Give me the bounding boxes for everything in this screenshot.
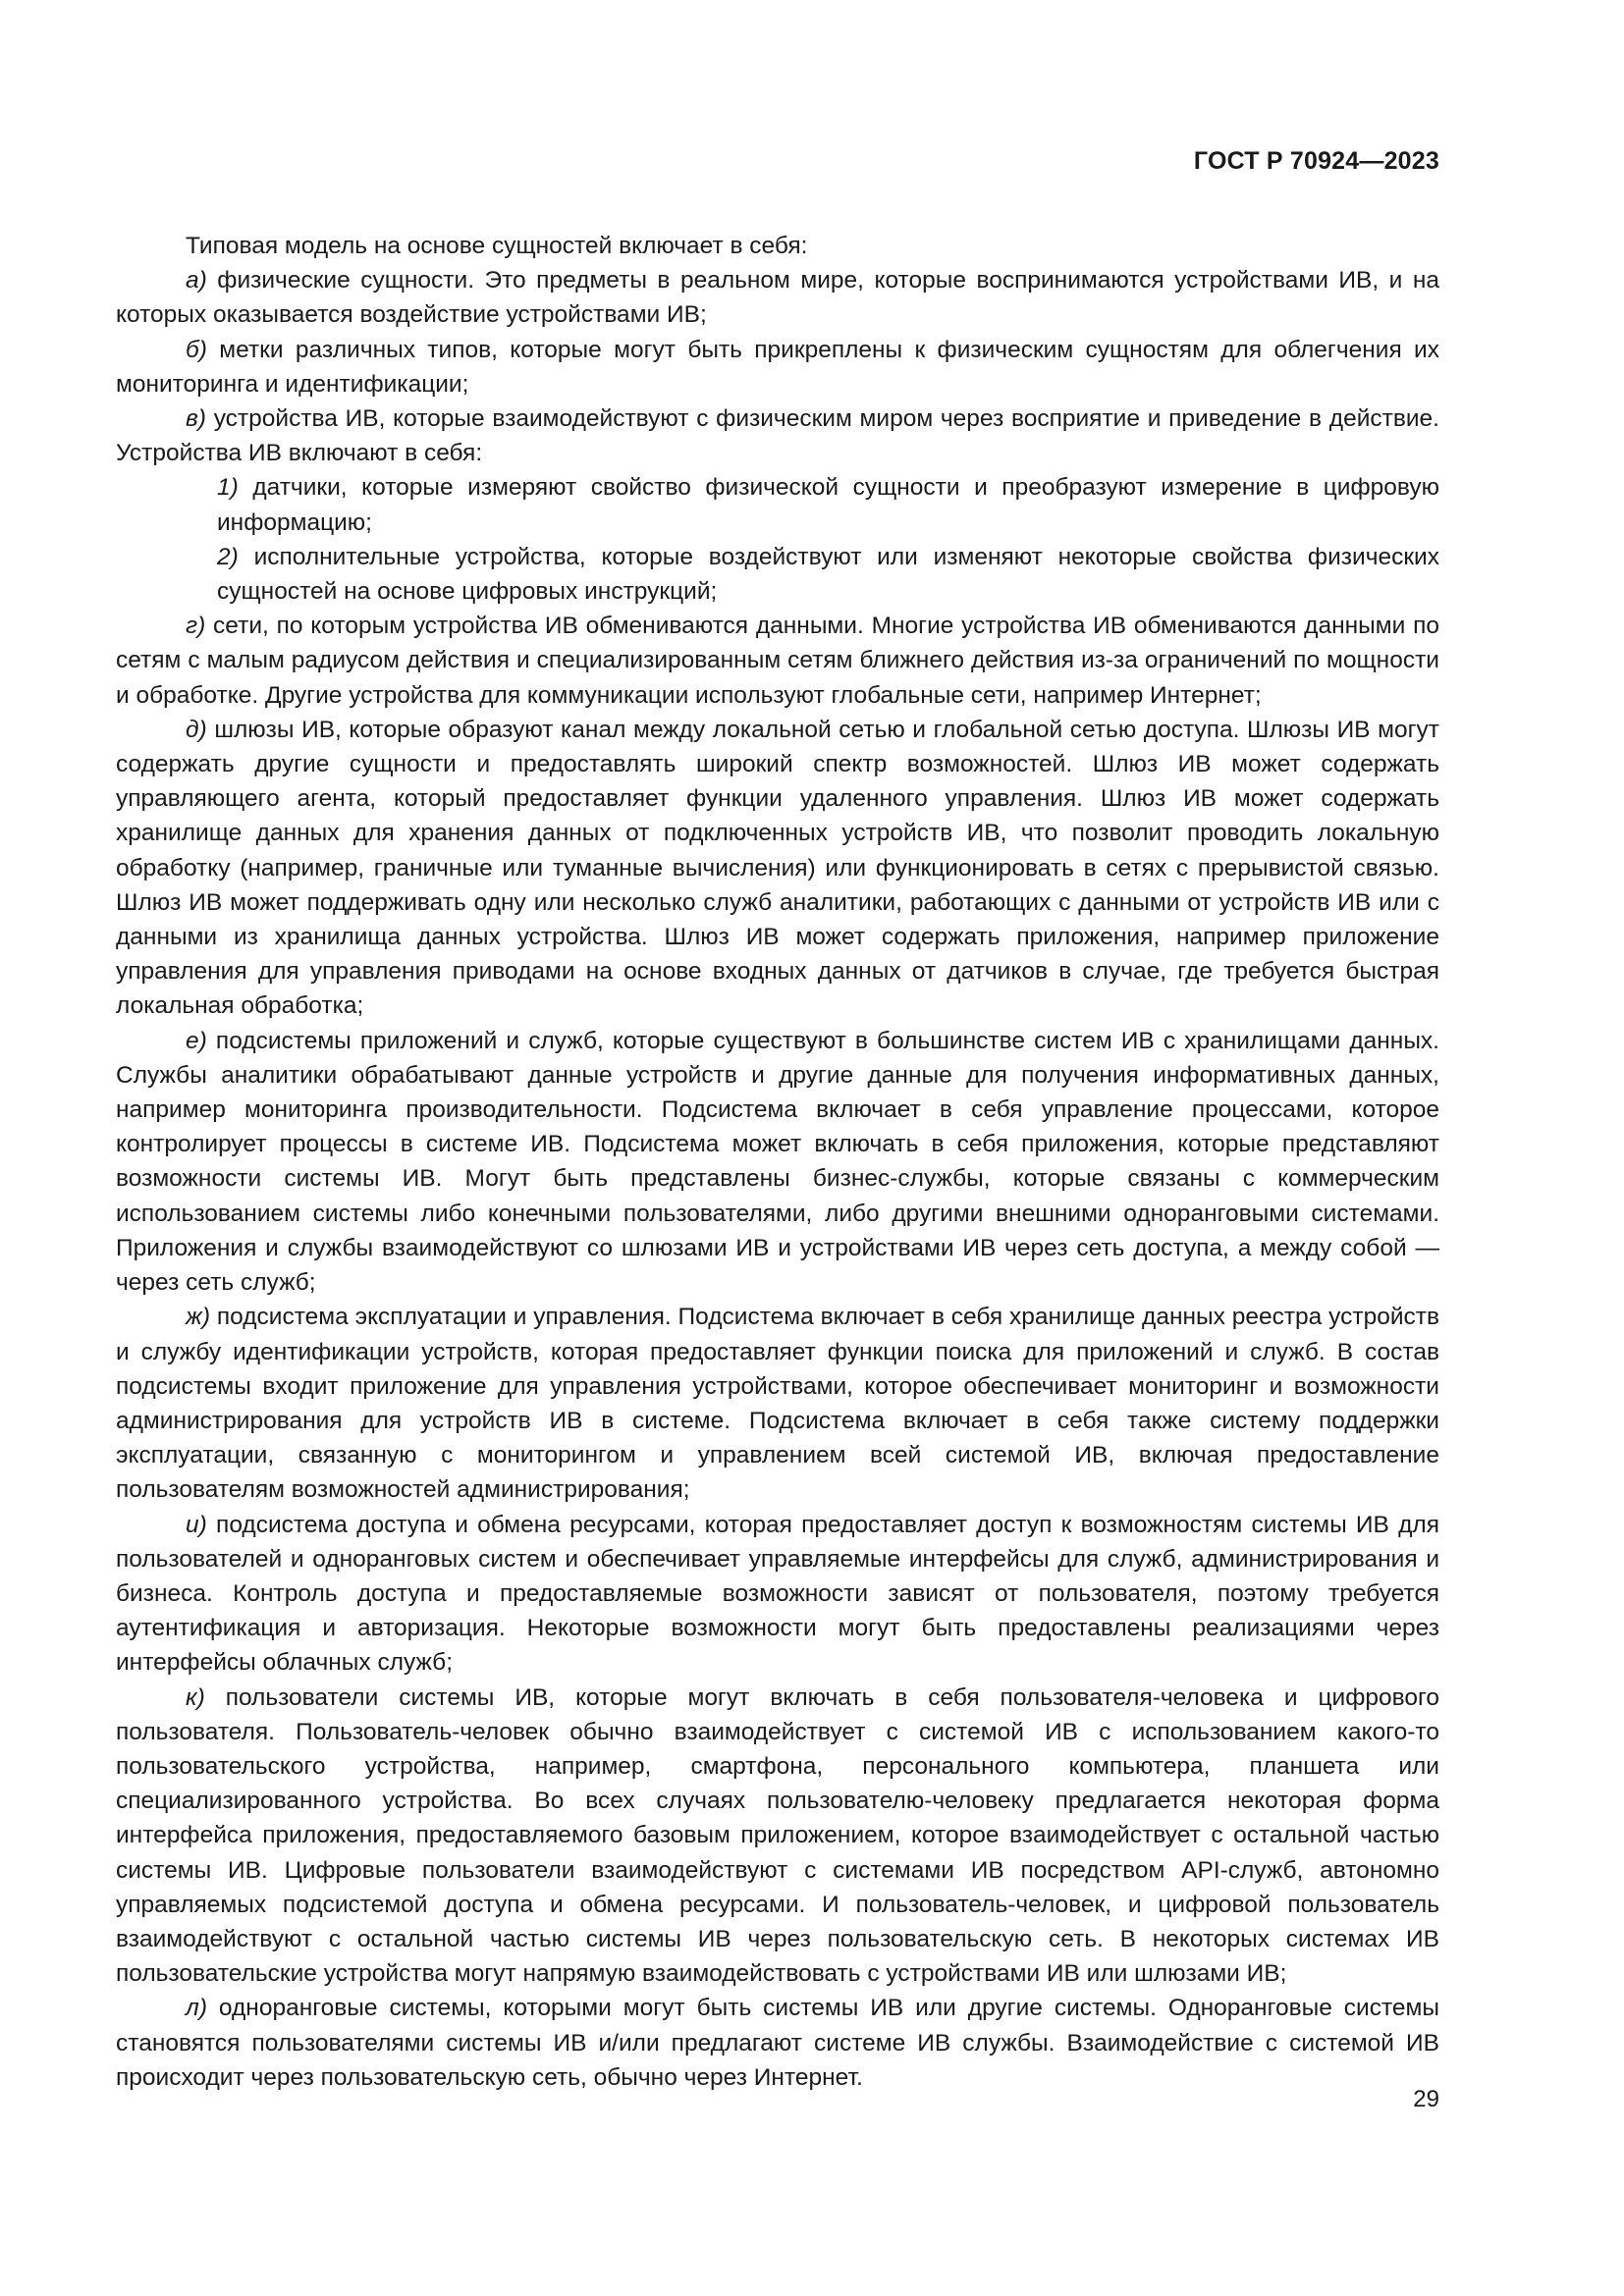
list-item-text: шлюзы ИВ, которые образуют канал между локальной сетью и глобальной сетью доступа. Шлюзы ИВ могут содержать другие сущности и предоставлять широкий спектр возможностей. Шлюз ИВ может содержать управляющего агента, который предоставляет функции удаленного управления. Шлюз ИВ может содержать хранилище данных для хранения данных от подключенных устройств ИВ, что позволит проводить локальную обработку (например, граничные или туманные вычисления) или функционировать в сетях с прерывистой связью. Шлюз ИВ может поддерживать одну или несколько служб аналитики, работающих с данными от устройств ИВ или с данными из хранилища данных устройства. Шлюз ИВ может содержать приложения, например приложение управления для управления приводами на основе входных данных от датчиков в случае, где требуется быстрая локальная обработка;	[116, 716, 1439, 1020]
list-marker: к)	[186, 1683, 205, 1711]
list-marker: е)	[186, 1027, 207, 1054]
document-body	[116, 229, 1439, 2095]
list-item	[116, 333, 1439, 401]
list-item-text: исполнительные устройства, которые воздействуют или изменяют некоторые свойства физических сущностей на основе цифровых инструкций;	[217, 543, 1439, 606]
list-marker: 1)	[217, 474, 239, 502]
list-marker: г)	[186, 613, 206, 640]
list-item	[116, 609, 1439, 713]
list-marker: ж)	[186, 1304, 211, 1331]
document-header-id: ГОСТ Р 70924—2023	[1193, 147, 1439, 175]
list-item-text: пользователи системы ИВ, которые могут включать в себя пользователя-человека и цифрового пользователя. Пользователь-человек обычно взаимодействует с системой ИВ с использованием какого-то пользовательского устройства, например, смартфона, персонального компьютера, планшета или специализированного устройства. Во всех случаях пользователю-человеку предлагается некоторая форма интерфейса приложения, предоставляемого базовым приложением, которое взаимодействует с остальной частью системы ИВ. Цифровые пользователи взаимодействуют с системами ИВ посредством API-служб, автономно управляемых подсистемой доступа и обмена ресурсами. И пользователь-человек, и цифровой пользователь взаимодействуют с остальной частью системы ИВ через пользовательскую сеть. В некоторых системах ИВ пользовательские устройства могут напрямую взаимодействовать с устройствами ИВ или шлюзами ИВ;	[116, 1683, 1439, 1988]
list-item	[116, 263, 1439, 332]
list-item-text: подсистемы приложений и служб, которые существуют в большинстве систем ИВ с хранилищами данных. Службы аналитики обрабатывают данные устройств и другие данные для получения информативных данных, например мониторинга производительности. Подсистема включает в себя управление процессами, которое контролирует процессы в системе ИВ. Подсистема может включать в себя приложения, которые представляют возможности системы ИВ. Могут быть представлены бизнес-службы, которые связаны с коммерческим использованием системы либо конечными пользователями, либо другими внешними одноранговыми системами. Приложения и службы взаимодействуют со шлюзами ИВ и устройствами ИВ через сеть доступа, а между собой — через сеть служб;	[116, 1027, 1439, 1297]
list-item	[116, 1024, 1439, 1301]
list-item-text: сети, по которым устройства ИВ обмениваются данными. Многие устройства ИВ обмениваются данными по сетям с малым радиусом действия и специализированным сетям ближнего действия из-за ограничений по мощности и обработке. Другие устройства для коммуникации используют глобальные сети, например Интернет;	[116, 613, 1439, 709]
sub-list-item	[217, 540, 1439, 609]
list-marker: б)	[186, 336, 207, 363]
list-item-text: метки различных типов, которые могут быть прикреплены к физическим сущностям для облегчения их мониторинга и идентификации;	[116, 336, 1439, 398]
list-marker: д)	[186, 716, 207, 743]
list-item-text: физические сущности. Это предметы в реальном мире, которые воспринимаются устройствами ИВ, и на которых оказывается воздействие устройствами ИВ;	[116, 267, 1439, 329]
list-item	[116, 1300, 1439, 1507]
list-item-text: подсистема эксплуатации и управления. Подсистема включает в себя хранилище данных реестра устройств и службу идентификации устройств, которая предоставляет функции поиска для приложений и служб. В состав подсистемы входит приложение для управления устройствами, которое обеспечивает мониторинг и возможности администрирования для устройств ИВ в системе. Подсистема включает в себя также систему поддержки эксплуатации, связанную с мониторингом и управлением всей системой ИВ, включая предоставление пользователям возможностей администрирования;	[116, 1304, 1439, 1504]
list-item	[116, 713, 1439, 1024]
list-item-text: подсистема доступа и обмена ресурсами, которая предоставляет доступ к возможностям системы ИВ для пользователей и одноранговых систем и обеспечивает управляемые интерфейсы для служб, администрирования и бизнеса. Контроль доступа и предоставляемые возможности зависят от пользователя, поэтому требуется аутентификация и авторизация. Некоторые возможности могут быть предоставлены реализациями через интерфейсы облачных служб;	[116, 1511, 1439, 1677]
list-marker: в)	[186, 405, 206, 433]
list-item-text: устройства ИВ, которые взаимодействуют с физическим миром через восприятие и приведение в действие. Устройства ИВ включают в себя:	[116, 405, 1439, 467]
list-marker: а)	[186, 267, 207, 294]
sub-list-item	[217, 470, 1439, 539]
list-marker: и)	[186, 1511, 207, 1538]
list-item	[116, 401, 1439, 470]
intro-paragraph: Типовая модель на основе сущностей включает в себя:	[186, 233, 808, 259]
list-item	[116, 1508, 1439, 1681]
list-marker: л)	[186, 1995, 207, 2022]
list-item-text: датчики, которые измеряют свойство физической сущности и преобразуют измерение в цифровую информацию;	[217, 474, 1440, 536]
list-item	[116, 1991, 1439, 2095]
list-marker: 2)	[217, 543, 239, 570]
page-number: 29	[1413, 2086, 1439, 2112]
list-item-text: одноранговые системы, которыми могут быть системы ИВ или другие системы. Одноранговые системы становятся пользователями системы ИВ и/или предлагают системе ИВ службы. Взаимодействие с системой ИВ происходит через пользовательскую сеть, обычно через Интернет.	[116, 1995, 1439, 2091]
list-item	[116, 1681, 1439, 1992]
